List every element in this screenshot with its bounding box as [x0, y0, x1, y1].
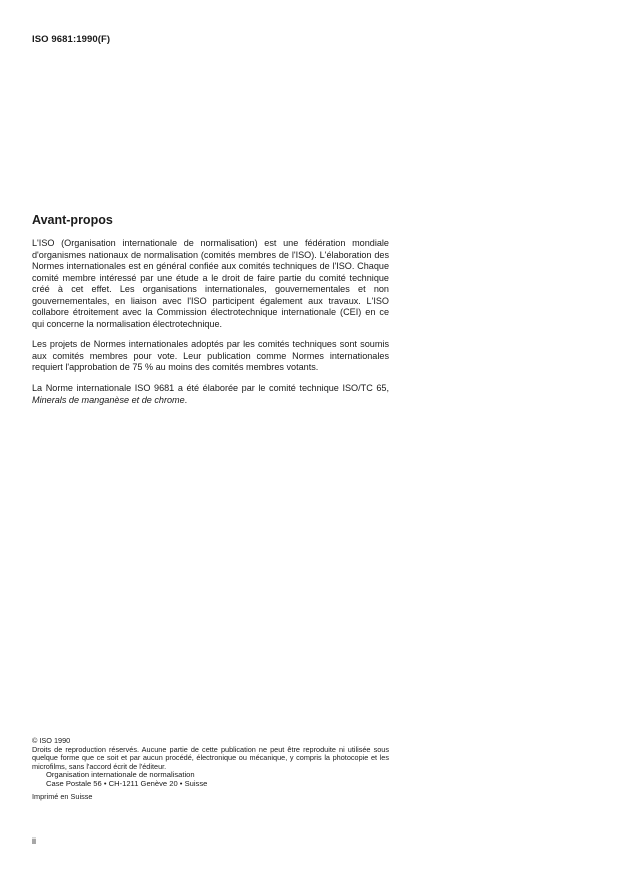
printed-in: Imprimé en Suisse [32, 791, 93, 801]
section-title: Avant-propos [32, 213, 113, 227]
document-id: ISO 9681:1990(F) [32, 34, 111, 45]
paragraph-3-end: . [184, 394, 188, 405]
paragraph-3-text: La Norme internationale ISO 9681 a été élaborée par le comité technique ISO/TC 65, [32, 383, 389, 394]
foreword-body [32, 238, 389, 415]
rights-notice: Droits de reproduction réservés. Aucune partie de cette publication ne peut être reproduite ni utilisée sous quelque forme que ce soit et par aucun procédé, électronique ou mécanique, y compris la photocopie et les microfilms, sans l'accord écrit de l'éditeur. [32, 744, 389, 771]
copyright-footer [32, 737, 389, 801]
org-name: Organisation internationale de normalisation [46, 770, 195, 780]
committee-title: Minerals de manganèse et de chrome [32, 394, 185, 405]
org-address: Case Postale 56 • CH-1211 Genève 20 • Suisse [46, 778, 208, 788]
copyright-line: © ISO 1990 [32, 736, 71, 745]
page-number: ii [32, 836, 36, 846]
paragraph-2: Les projets de Normes internationales adoptés par les comités techniques sont soumis aux comités membres pour vote. Leur publication comme Normes internationales requiert l'approbation de 75 % au moins des comités membres votants. [32, 339, 389, 373]
paragraph-1: L'ISO (Organisation internationale de normalisation) est une fédération mondiale d'organismes nationaux de normalisation (comités membres de l'ISO). L'élaboration des Normes internationales est en général confiée aux comités techniques de l'ISO. Chaque comité membre intéressé par une étude a le droit de faire partie du comité technique créé à cet effet. Les organisations internationales, gouvernementales et non gouvernementales, en liaison avec l'ISO participent également aux travaux. L'ISO collabore étroitement avec la Commission électrotechnique internationale (CEI) en ce qui concerne la normalisation électrotechnique. [32, 238, 389, 329]
paragraph-3 [32, 383, 389, 406]
